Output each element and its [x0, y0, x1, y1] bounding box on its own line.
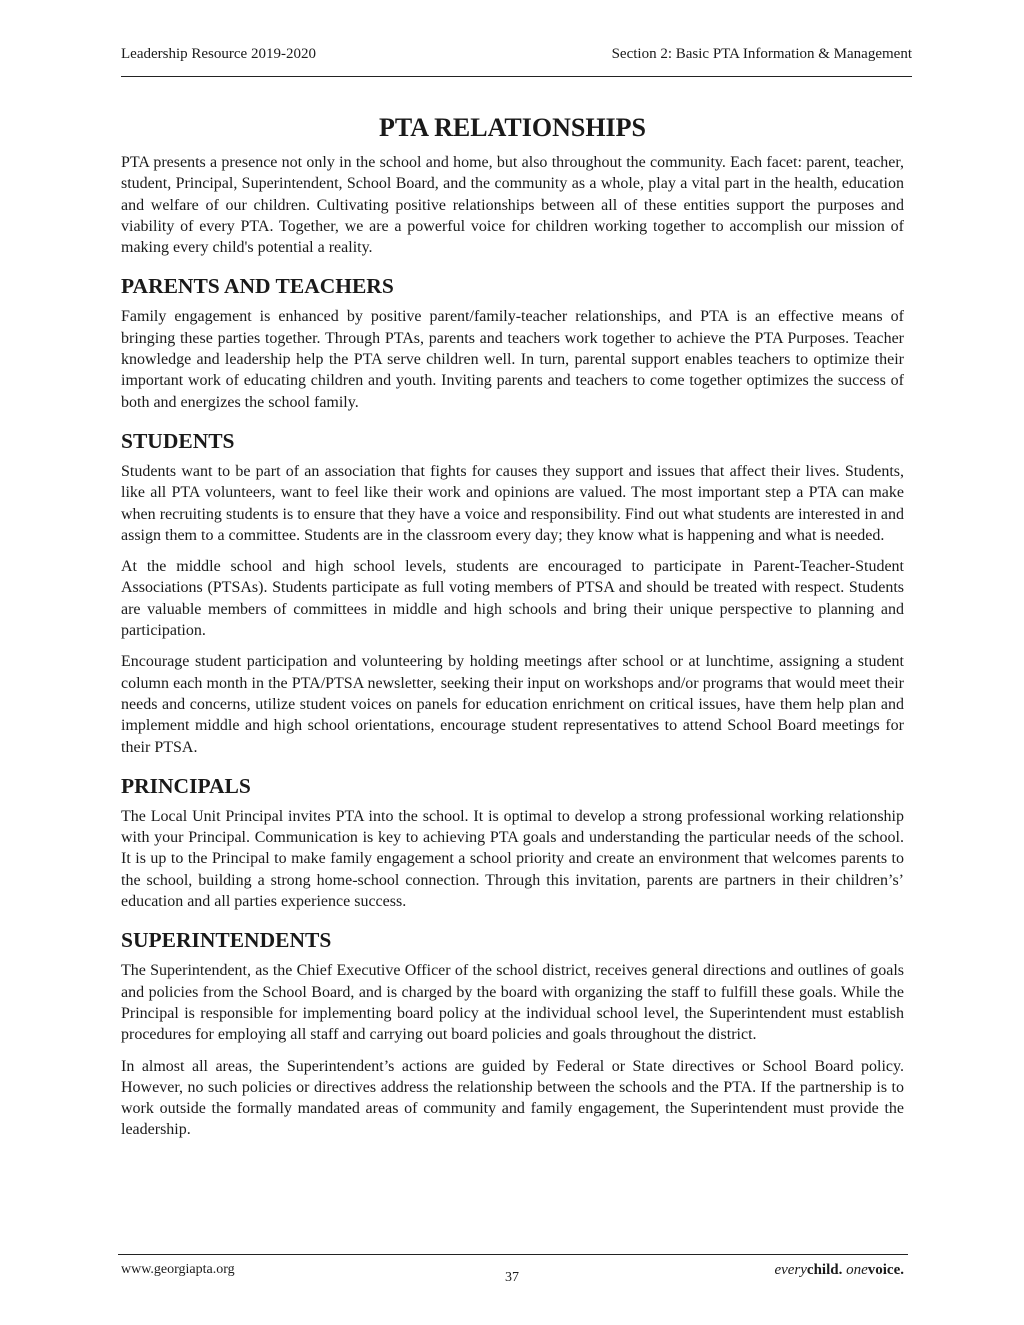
page-title: PTA RELATIONSHIPS — [378, 113, 647, 142]
section-heading: PRINCIPALS — [121, 773, 251, 798]
section-paragraph: At the middle school and high school levels, students are encouraged to participate in Parent-Teacher-Student Associations (PTSAs). Students participate as full voting members of PTSA and should be treated with respect. Students are valuable members of committees in middle and high schools and bring their unique perspective to planning and participation. — [121, 558, 904, 640]
section-paragraph: Encourage student participation and volunteering by holding meetings after school or at lunchtime, assigning a student column each month in the PTA/PTSA newsletter, seeking their input on workshops and/or programs that would meet their needs and concerns, utilize student voices on panels for education enrichment on critical issues, have them help plan and implement middle and high school orientations, encourage student representatives to attend School Board meetings for their PTSA. — [121, 653, 904, 756]
tagline-every: every — [774, 1262, 807, 1278]
section-principals — [121, 772, 904, 912]
tagline-voice: voice. — [867, 1262, 904, 1278]
section-paragraph: The Superintendent, as the Chief Executive Officer of the school district, receives general directions and outlines of goals and policies from the School Board, and is charged by the board with organizing the staff to fulfill these goals. While the Principal is responsible for implementing board policy at the individual school level, the Superintendent must establish procedures for employing all staff and carrying out board policies and goals throughout the district. — [121, 962, 904, 1044]
footer-url[interactable]: www.georgiapta.org — [121, 1262, 235, 1277]
intro-paragraph: PTA presents a presence not only in the school and home, but also throughout the community. Each facet: parent, teacher, student, Principal, Superintendent, School Board, and the community as a whole, play a vital part in the health, education and welfare of our children. Cultivating positive relationships between all of these entities support the purposes and viability of every PTA. Together, we are a powerful voice for children working together to accomplish our mission of making every child's potential a reality. — [121, 154, 904, 257]
tagline-child: child. — [806, 1262, 843, 1278]
page-number: 37 — [505, 1270, 519, 1285]
section-superintendents — [121, 926, 904, 1140]
section-students — [121, 427, 904, 758]
section-heading: STUDENTS — [121, 428, 235, 453]
tagline-one: one — [846, 1262, 868, 1278]
section-heading: PARENTS AND TEACHERS — [121, 274, 394, 299]
section-paragraph: Family engagement is enhanced by positive parent/family-teacher relationships, and PTA is an effective means of bringing these parties together. Through PTAs, parents and teachers work together to achieve the PTA Purposes. Teacher knowledge and leadership help the PTA serve children well. In turn, parental support enables teachers to optimize their important work of educating children and youth. Inviting parents and teachers to come together optimizes the success of both and energizes the school family. — [121, 308, 904, 411]
footer-tagline — [774, 1262, 904, 1279]
main-content — [121, 110, 904, 1151]
section-paragraph: The Local Unit Principal invites PTA into the school. It is optimal to develop a strong professional working relationship with your Principal. Communication is key to achieving PTA goals and understanding the particular needs of the school. It is up to the Principal to make family engagement a school priority and create an environment that welcomes parents to the school, building a strong home-school connection. Through this invitation, parents are partners in their children’s’ education and all parties experience success. — [121, 807, 904, 911]
page-header — [121, 46, 912, 77]
header-right-text: Section 2: Basic PTA Information & Management — [611, 46, 912, 62]
section-paragraph: In almost all areas, the Superintendent’s actions are guided by Federal or State directives or School Board policy. However, no such policies or directives address the relationship between the schools and the PTA. If the partnership is to work outside the formally mandated areas of community and family engagement, the Superintendent must provide the leadership. — [121, 1057, 904, 1139]
footer-divider — [118, 1254, 908, 1255]
section-parents-teachers — [121, 272, 904, 412]
section-heading: SUPERINTENDENTS — [121, 928, 332, 953]
section-paragraph: Students want to be part of an association that fights for causes they support and issues that affect their lives. Students, like all PTA volunteers, want to feel like their work and opinions are valued. The most important step a PTA can make when recruiting students is to ensure that they have a voice and responsibility. Find out what students are interested in and assign them to a committee. Students are in the classroom every day; they know what is happening and what is needed. — [121, 462, 904, 544]
header-left-text: Leadership Resource 2019-2020 — [121, 46, 316, 62]
